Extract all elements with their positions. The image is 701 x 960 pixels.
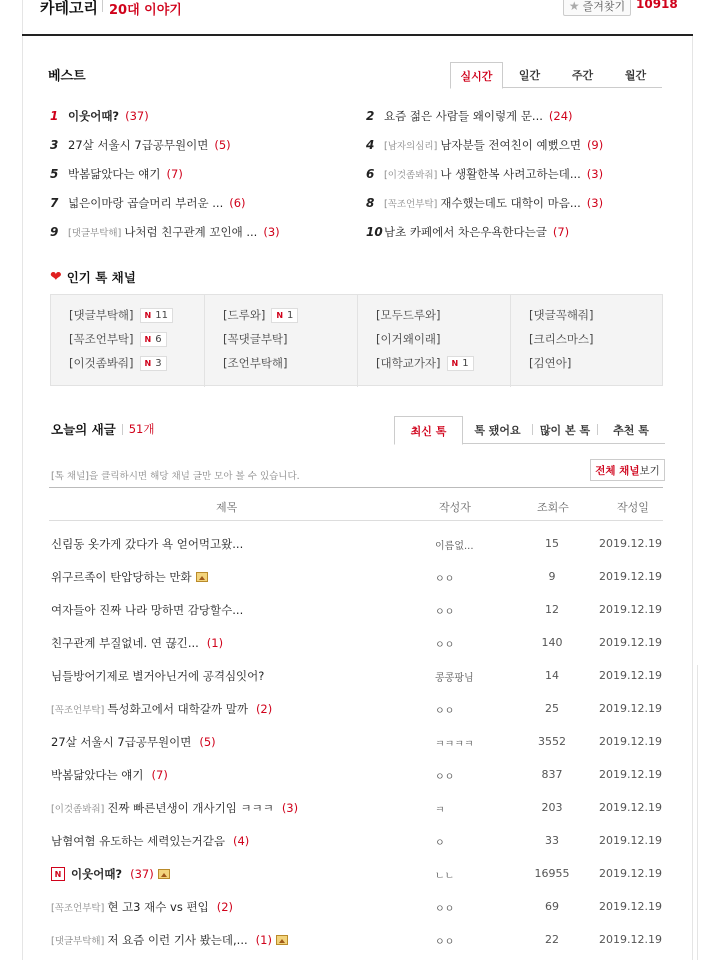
tab-most-viewed[interactable]: 많이 본 톡: [539, 424, 591, 437]
new-count: 1: [462, 357, 469, 369]
channel-name[interactable]: [김연아]: [529, 356, 572, 370]
comment-count: (37): [125, 109, 149, 123]
comment-count: (37): [130, 867, 154, 881]
tab-realtime[interactable]: 실시간: [450, 62, 503, 89]
table-header: [49, 487, 663, 521]
post-views: 12: [545, 603, 559, 616]
post-title-cell: [51, 734, 216, 750]
comment-count: (2): [216, 900, 233, 914]
post-date: 2019.12.19: [599, 669, 662, 682]
comment-count: (1): [255, 933, 272, 947]
new-posts-badge: [140, 332, 167, 347]
comment-count: (5): [214, 138, 231, 152]
best-rank: 4: [366, 138, 375, 152]
best-item[interactable]: [366, 224, 569, 240]
comment-count: (24): [548, 109, 573, 123]
best-title-link[interactable]: 남자분들 전여친이 예뻤으면: [440, 138, 581, 152]
hot-channels-label: 인기 톡 채널: [66, 270, 136, 285]
channel-name[interactable]: [대학교가자]: [376, 356, 441, 370]
best-item[interactable]: [50, 224, 280, 240]
table-row: [49, 858, 663, 891]
post-author: ㅇㅇ: [435, 772, 455, 783]
new-count: 11: [155, 309, 168, 321]
post-date: 2019.12.19: [599, 834, 662, 847]
table-row: [49, 627, 663, 660]
channel-item[interactable]: [376, 355, 474, 371]
best-rank: 6: [366, 167, 375, 181]
best-item[interactable]: [50, 137, 231, 153]
post-title-cell: [51, 833, 249, 849]
header-divider: [102, 0, 103, 12]
new-count: 3: [155, 357, 162, 369]
best-title-link[interactable]: 박봄닮았다는 얘기: [68, 167, 161, 181]
tab-weekly[interactable]: 주간: [571, 69, 594, 82]
comment-count: (4): [232, 834, 250, 848]
post-views: 69: [545, 900, 559, 913]
channel-name[interactable]: [이거왜이래]: [376, 332, 441, 346]
col-date: 작성일: [617, 501, 649, 514]
post-views: 25: [545, 702, 559, 715]
channel-name[interactable]: [크리스마스]: [529, 332, 594, 346]
post-title-link[interactable]: 27살 서울시 7급공무원이면: [51, 735, 192, 749]
channel-tag[interactable]: [꼭조언부탁]: [384, 199, 438, 210]
channel-tag[interactable]: [이것좀봐줘]: [51, 804, 105, 815]
post-title-link[interactable]: 특성화고에서 대학갈까 말까: [107, 702, 248, 716]
post-title-link[interactable]: 신림동 옷가게 갔다가 욕 얻어먹고왔...: [51, 537, 244, 551]
channel-name[interactable]: [꼭댓글부탁]: [223, 332, 288, 346]
post-date: 2019.12.19: [599, 636, 662, 649]
post-title-link[interactable]: 저 요즘 이런 기사 봤는데,...: [107, 933, 248, 947]
col-views: 조회수: [537, 501, 569, 514]
new-count: 6: [155, 333, 162, 345]
channel-column: [51, 295, 204, 387]
post-views: 203: [541, 801, 563, 814]
channel-name[interactable]: [댓글부탁해]: [69, 308, 134, 322]
channel-item[interactable]: [69, 331, 167, 347]
best-rank: 9: [50, 225, 59, 239]
post-title-link[interactable]: 현 고3 재수 vs 편입: [107, 900, 209, 914]
best-item[interactable]: [50, 108, 149, 124]
best-rank: 5: [50, 167, 59, 181]
best-item[interactable]: [366, 195, 603, 211]
best-title-link[interactable]: 이웃어때?: [68, 109, 120, 123]
post-author: ㅇㅇ: [435, 937, 455, 948]
post-title-cell: [51, 932, 288, 948]
post-date: 2019.12.19: [599, 801, 662, 814]
view-label: 보기: [639, 464, 660, 477]
post-title-link[interactable]: 님들방어기제로 별거아닌거에 공격심잇어?: [51, 669, 265, 683]
post-author: ㅇㅇ: [435, 640, 455, 651]
heart-icon: ❤: [50, 269, 62, 285]
best-item[interactable]: [366, 108, 573, 124]
post-author: 콩콩팡님: [435, 673, 474, 684]
new-icon: N: [144, 334, 152, 344]
post-author: ㅇ: [435, 838, 445, 849]
post-author: ㅇㅇ: [435, 607, 455, 618]
favorite-button[interactable]: [563, 0, 631, 16]
post-date: 2019.12.19: [599, 933, 662, 946]
post-date: 2019.12.19: [599, 735, 662, 748]
right-border: [692, 36, 693, 960]
star-icon: ★: [568, 0, 580, 13]
channel-item[interactable]: [69, 307, 173, 323]
new-posts-badge: [140, 356, 167, 371]
title-divider: [122, 424, 123, 435]
post-title-cell: [51, 635, 223, 651]
tab-daily[interactable]: 일간: [518, 69, 541, 82]
post-views: 9: [548, 570, 556, 583]
post-title-cell: [51, 569, 208, 585]
table-row: [49, 759, 663, 792]
channel-item[interactable]: [529, 331, 594, 347]
post-views: 140: [541, 636, 563, 649]
table-row: [49, 726, 663, 759]
post-date: 2019.12.19: [599, 900, 662, 913]
channel-name[interactable]: [댓글꼭해줘]: [529, 308, 594, 322]
channel-item[interactable]: [69, 355, 167, 371]
post-title-cell: [51, 767, 168, 783]
post-author: ㄴㄴ: [435, 871, 455, 882]
best-title-link[interactable]: 나처럼 친구관계 꼬인애 ...: [124, 225, 258, 239]
header-underline: [22, 34, 693, 36]
post-date: 2019.12.19: [599, 702, 662, 715]
tab-recommended[interactable]: 추천 톡: [613, 424, 649, 437]
best-title-link[interactable]: 27살 서울시 7급공무원이면: [68, 138, 209, 152]
channel-item[interactable]: [223, 331, 288, 347]
best-section-title: 베스트: [48, 69, 86, 84]
table-row: [49, 891, 663, 924]
post-views: 14: [545, 669, 559, 682]
channel-item[interactable]: [376, 331, 441, 347]
channel-column: [204, 295, 357, 387]
post-title-link[interactable]: 박봄닮았다는 얘기: [51, 768, 144, 782]
comment-count: (9): [586, 138, 604, 152]
post-author: ㅇㅇ: [435, 574, 455, 585]
category-subtitle[interactable]: 20대 이야기: [109, 3, 182, 18]
channel-item[interactable]: [376, 307, 441, 323]
post-title-cell: [51, 866, 170, 882]
post-date: 2019.12.19: [599, 537, 662, 550]
channel-column: [510, 295, 663, 387]
comment-count: (1): [206, 636, 224, 650]
new-posts-badge: [447, 356, 474, 371]
post-title-cell: [51, 701, 272, 717]
table-row: [49, 693, 663, 726]
today-posts-count: 51개: [128, 422, 155, 436]
best-title-link[interactable]: 재수했는데도 대학이 마음...: [440, 196, 581, 210]
post-date: 2019.12.19: [599, 768, 662, 781]
new-posts-badge: [271, 308, 298, 323]
comment-count: (3): [586, 167, 604, 181]
post-title-cell: [51, 536, 243, 552]
channel-item[interactable]: [223, 307, 298, 323]
post-date: 2019.12.19: [599, 570, 662, 583]
new-posts-badge: [140, 308, 173, 323]
post-title-cell: [51, 899, 233, 915]
all-channels-label: 전체 채널: [595, 464, 640, 477]
new-icon: N: [144, 358, 152, 368]
post-title-link[interactable]: 진짜 빠른년생이 개사기임 ㅋㅋㅋ: [107, 801, 274, 815]
post-title-link[interactable]: 이웃어때?: [71, 867, 123, 881]
tab-monthly[interactable]: 월간: [624, 69, 647, 82]
post-author: ㅇㅇ: [435, 706, 455, 717]
post-views: 837: [541, 768, 563, 781]
image-attached-icon: [196, 572, 208, 582]
post-author: 이름없...: [435, 541, 474, 552]
left-border: [22, 0, 23, 960]
best-title-link[interactable]: 나 생활한복 사려고하는데...: [440, 167, 581, 181]
channel-tag[interactable]: [남자의심리]: [384, 141, 438, 152]
channel-item[interactable]: [529, 307, 594, 323]
post-date: 2019.12.19: [599, 603, 662, 616]
best-rank: 3: [50, 138, 59, 152]
all-channels-button[interactable]: [590, 459, 665, 481]
table-row: [49, 792, 663, 825]
best-item[interactable]: [50, 166, 183, 182]
comment-count: (6): [229, 196, 246, 210]
channel-tag[interactable]: [이것좀봐줘]: [384, 170, 438, 181]
post-title-link[interactable]: 남혐여혐 유도하는 세력있는거같음: [51, 834, 225, 848]
new-count: 1: [287, 309, 294, 321]
comment-count: (3): [586, 196, 604, 210]
best-rank: 2: [366, 109, 375, 123]
post-author: ㅋㅋㅋㅋ: [435, 739, 474, 750]
post-title-link[interactable]: 위구르족이 탄압당하는 만화: [51, 570, 192, 584]
channel-name[interactable]: [모두드루와]: [376, 308, 441, 322]
today-posts-label: 오늘의 새글: [51, 422, 116, 437]
comment-count: (7): [166, 167, 183, 181]
post-title-cell: [51, 800, 298, 816]
post-views: 22: [545, 933, 559, 946]
post-title-link[interactable]: 여자들아 진짜 나라 망하면 감당할수...: [51, 603, 244, 617]
best-item[interactable]: [366, 166, 603, 182]
channel-tag[interactable]: [댓글부탁해]: [51, 936, 105, 947]
channel-tag[interactable]: [댓글부탁해]: [68, 228, 122, 239]
image-attached-icon: [276, 935, 288, 945]
channel-column: [357, 295, 510, 387]
comment-count: (3): [263, 225, 280, 239]
table-row: [49, 660, 663, 693]
post-author: ㅋ: [435, 805, 445, 816]
channel-name[interactable]: [드루와]: [223, 308, 266, 322]
col-title: 제목: [216, 501, 238, 514]
best-rank: 10: [366, 225, 383, 239]
channel-name[interactable]: [이것좀봐줘]: [69, 356, 134, 370]
channel-item[interactable]: [223, 355, 288, 371]
channel-name[interactable]: [꼭조언부탁]: [69, 332, 134, 346]
table-row: [49, 594, 663, 627]
favorite-label: 즐겨찾기: [582, 0, 626, 13]
right-border-outer: [697, 665, 698, 960]
today-sort-tabs: [394, 416, 665, 444]
table-row: [49, 825, 663, 858]
channel-tag[interactable]: [꼭조언부탁]: [51, 903, 105, 914]
table-row: [49, 924, 663, 957]
channel-notice: [톡 채널]을 클릭하시면 해당 채널 글만 모아 볼 수 있습니다.: [51, 471, 300, 482]
post-views: 3552: [538, 735, 566, 748]
post-views: 33: [545, 834, 559, 847]
post-date: 2019.12.19: [599, 867, 662, 880]
category-header: [0, 0, 701, 36]
hot-channels-box: [50, 294, 663, 386]
tab-talked[interactable]: 톡 됐어요: [474, 424, 521, 437]
favorite-count: 10918: [636, 0, 678, 11]
new-icon: N: [276, 310, 284, 320]
channel-name[interactable]: [조언부탁해]: [223, 356, 288, 370]
post-author: ㅇㅇ: [435, 904, 455, 915]
category-title: 카테고리: [40, 0, 98, 17]
comment-count: (2): [255, 702, 273, 716]
new-icon: N: [144, 310, 152, 320]
image-attached-icon: [158, 869, 170, 879]
tab-latest[interactable]: 최신 톡: [394, 416, 463, 445]
best-title-link[interactable]: 요즘 젊은 사람들 왜이렇게 문...: [384, 109, 543, 123]
post-title-cell: [51, 602, 243, 618]
post-title-cell: [51, 668, 264, 684]
comment-count: (3): [281, 801, 299, 815]
best-title-link[interactable]: 남초 카페에서 차은우욕한다는글: [384, 225, 547, 239]
post-views: 16955: [534, 867, 570, 880]
table-row: [49, 528, 663, 561]
hot-channels-title: [50, 268, 136, 286]
channel-item[interactable]: [529, 355, 571, 371]
best-item[interactable]: [366, 137, 603, 153]
best-rank: 8: [366, 196, 375, 210]
best-title-link[interactable]: 넓은이마랑 곱슬머리 부러운 ...: [68, 196, 224, 210]
comment-count: (7): [151, 768, 168, 782]
today-posts-title: [51, 420, 154, 438]
best-item[interactable]: [50, 195, 246, 211]
best-rank: 7: [50, 196, 59, 210]
channel-tag[interactable]: [꼭조언부탁]: [51, 705, 105, 716]
comment-count: (7): [552, 225, 570, 239]
best-period-tabs: [450, 62, 662, 88]
new-icon: N: [451, 358, 459, 368]
best-rank: 1: [50, 109, 59, 123]
post-title-link[interactable]: 친구관계 부질없네. 연 끊긴...: [51, 636, 199, 650]
hot-new-icon: N: [51, 867, 65, 881]
post-views: 15: [545, 537, 559, 550]
comment-count: (5): [199, 735, 216, 749]
table-row: [49, 561, 663, 594]
col-author: 작성자: [439, 501, 471, 514]
